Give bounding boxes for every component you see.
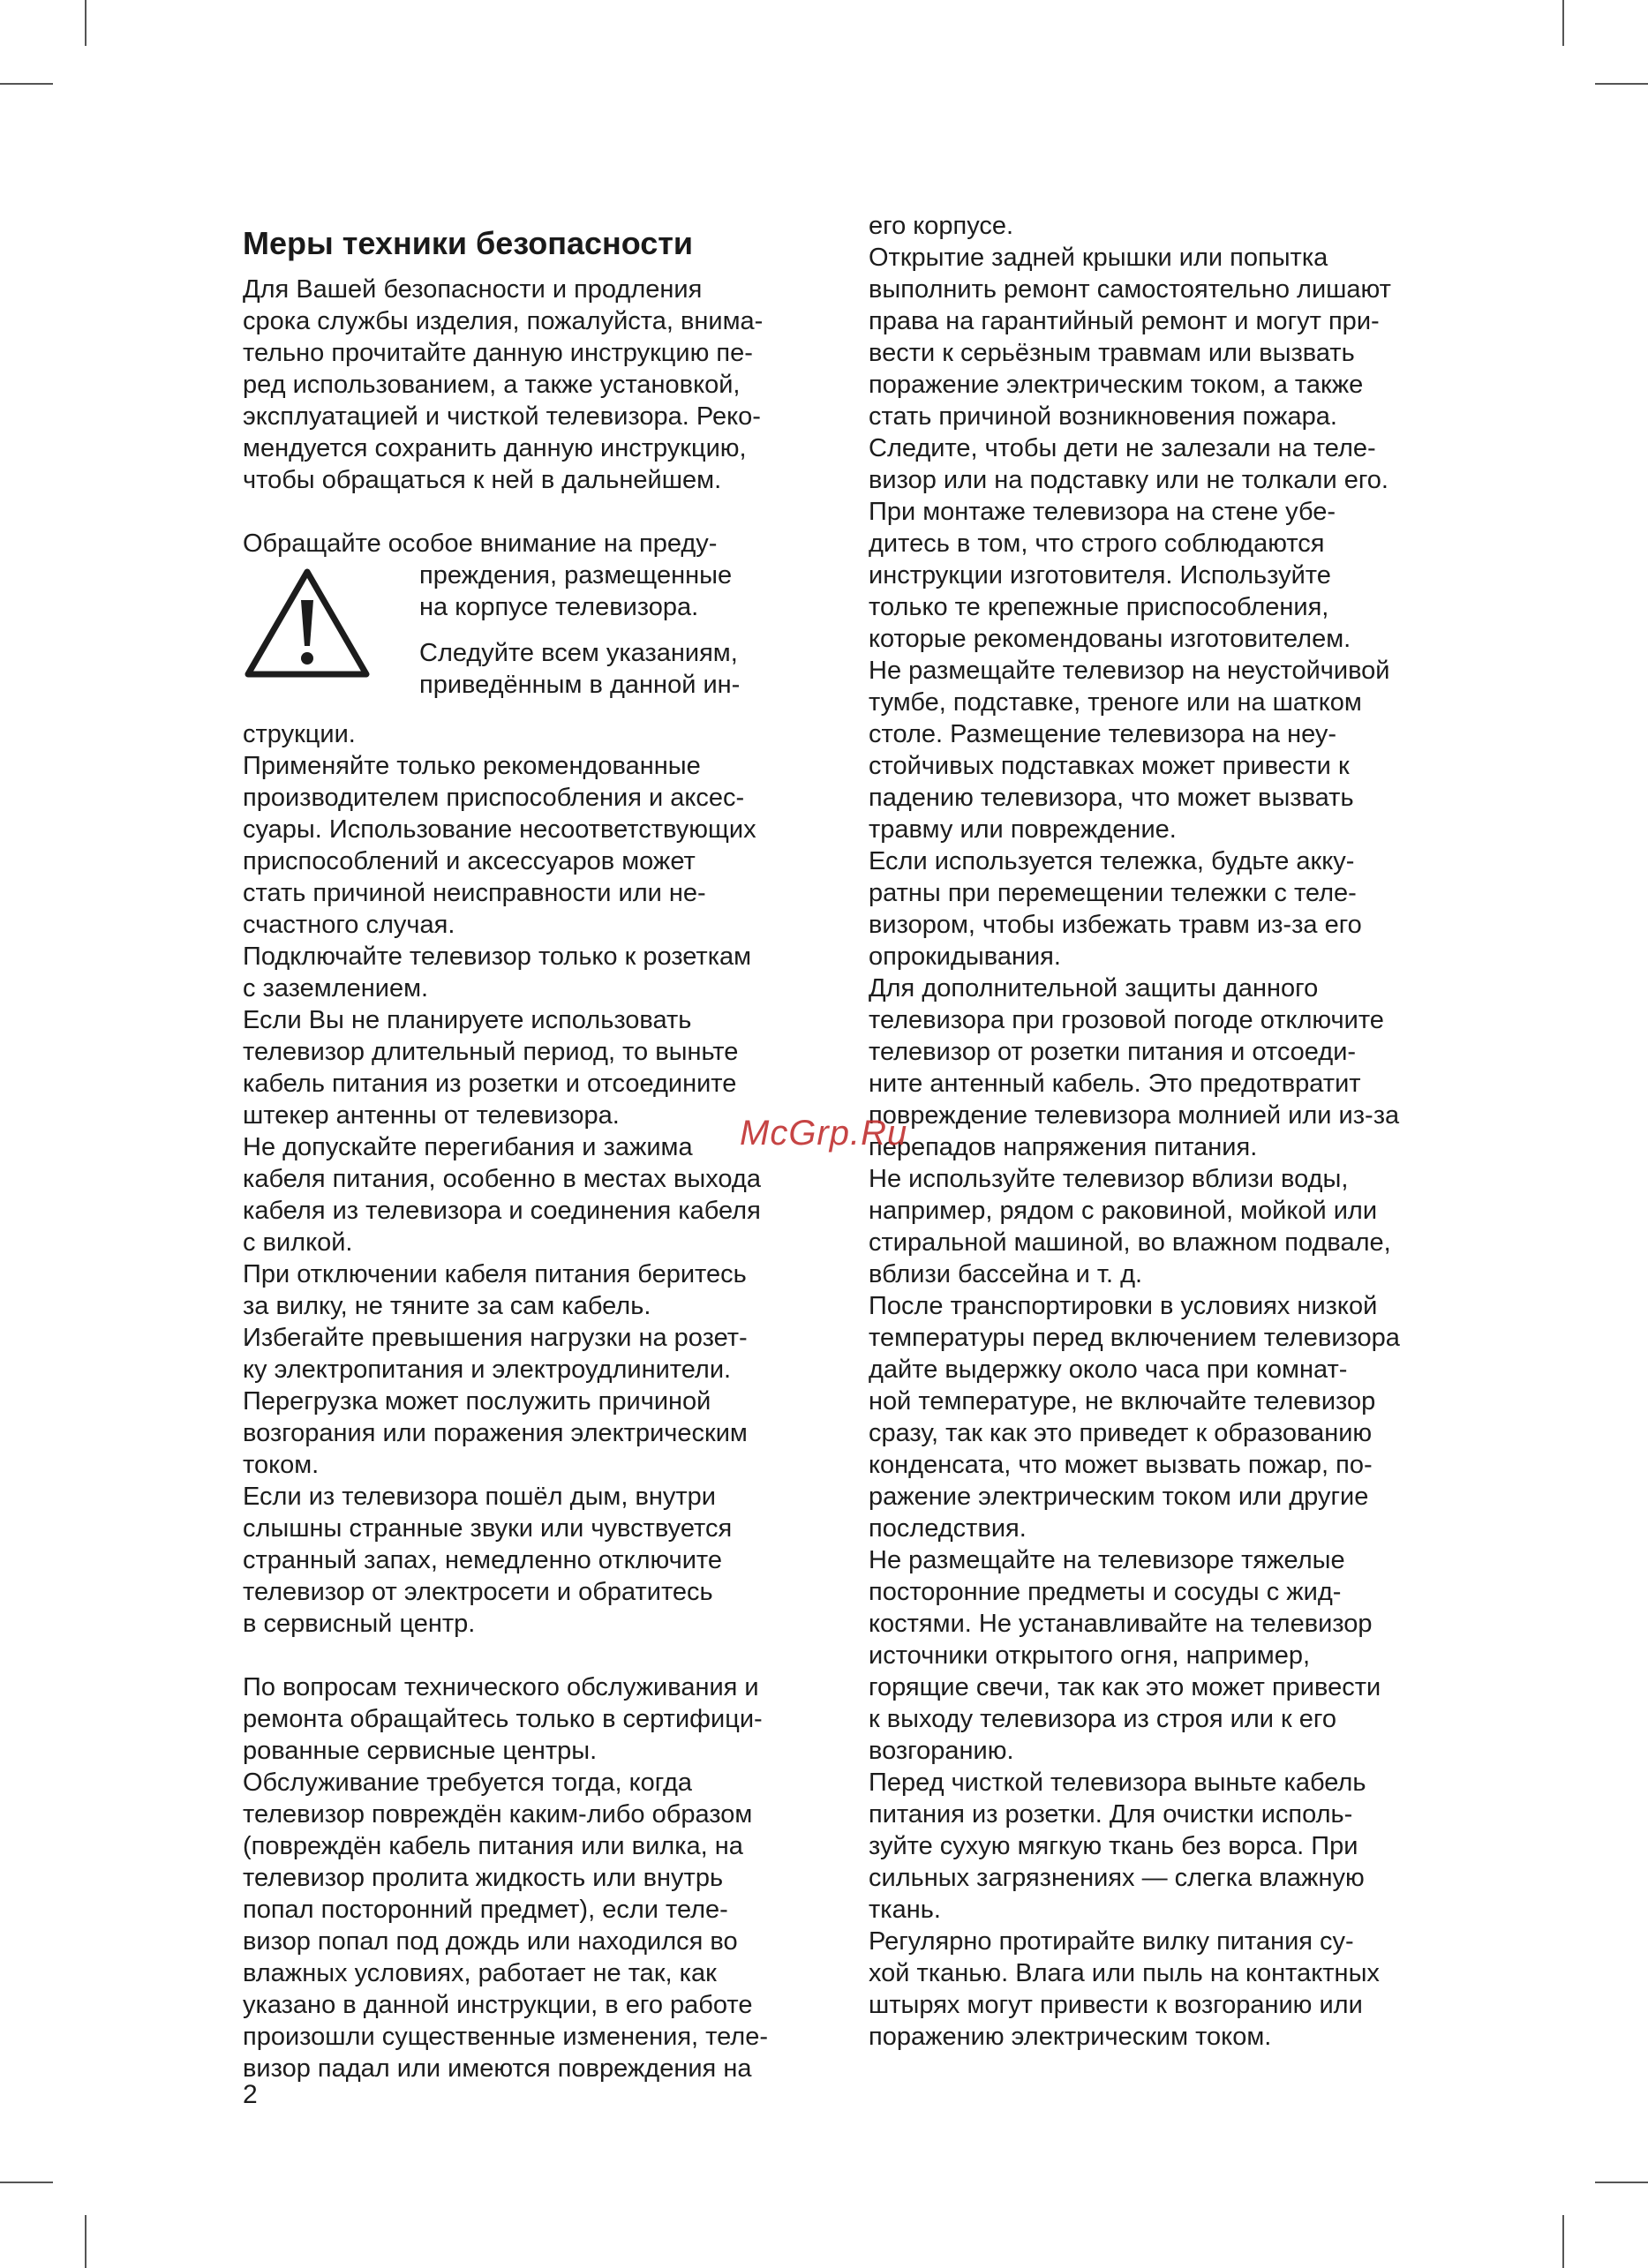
text-line: визор падал или имеются повреждения на: [243, 2054, 752, 2083]
text-line: Следите, чтобы дети не залезали на теле-: [869, 434, 1376, 462]
warning-text: [419, 559, 740, 701]
text-line: права на гарантийный ремонт и могут при-: [869, 307, 1380, 335]
text-line: преждения, размещенные: [419, 561, 733, 590]
text-line: с заземлением.: [243, 974, 429, 1003]
text-line: сильных загрязнениях — слегка влажную: [869, 1864, 1365, 1892]
text-line: падению телевизора, что может вызвать: [869, 784, 1354, 812]
text-line: Если Вы не планируете использовать: [243, 1006, 692, 1034]
warning-block: [243, 559, 852, 718]
crop-mark-top-left-v: [85, 0, 87, 46]
text-line: вблизи бассейна и т. д.: [869, 1260, 1143, 1288]
text-line: чтобы обращаться к ней в дальнейшем.: [243, 466, 722, 494]
text-line: которые рекомендованы изготовителем.: [869, 625, 1351, 653]
text-line: штырях могут привести к возгоранию или: [869, 1991, 1363, 2019]
text-line: влажных условиях, работает не так, как: [243, 1959, 717, 1987]
text-line: срока службы изделия, пожалуйста, внима-: [243, 307, 764, 335]
text-line: визор попал под дождь или находился во: [243, 1927, 738, 1956]
text-line: кабель питания из розетки и отсоедините: [243, 1070, 737, 1098]
text-line: приведённым в данной ин-: [419, 671, 741, 699]
text-line: Не размещайте на телевизоре тяжелые: [869, 1546, 1345, 1574]
text-line: тумбе, подставке, треноге или на шатком: [869, 688, 1362, 717]
text-line: стать причиной неисправности или не-: [243, 879, 706, 907]
right-column: [869, 210, 1469, 2053]
crop-mark-top-right-h: [1595, 83, 1648, 85]
text-line: При монтаже телевизора на стене убе-: [869, 498, 1336, 526]
crop-mark-bottom-left-v: [85, 2215, 87, 2268]
text-line: телевизор длительный период, то выньте: [243, 1038, 739, 1066]
text-line: к выходу телевизора из строя или к его: [869, 1705, 1337, 1733]
text-line: рованные сервисные центры.: [243, 1737, 598, 1765]
page-title: Меры техники безопасности: [243, 225, 694, 262]
text-line: в сервисный центр.: [243, 1610, 476, 1638]
text-line: например, рядом с раковиной, мойкой или: [869, 1197, 1378, 1225]
text-line: инструкции изготовителя. Используйте: [869, 561, 1331, 590]
text-line: горящие свечи, так как это может привести: [869, 1673, 1381, 1701]
text-line: Регулярно протирайте вилку питания су-: [869, 1927, 1354, 1956]
text-line: штекер антенны от телевизора.: [243, 1101, 620, 1130]
text-line: столе. Размещение телевизора на неу-: [869, 720, 1337, 748]
text-line: ратны при перемещении тележки с теле-: [869, 879, 1357, 907]
text-line: повреждение телевизора молнией или из-за: [869, 1101, 1400, 1130]
text-line: только те крепежные приспособления,: [869, 593, 1329, 621]
text-line: произошли существенные изменения, теле-: [243, 2023, 768, 2051]
text-line: его корпусе.: [869, 212, 1014, 240]
text-line: Открытие задней крышки или попытка: [869, 244, 1328, 272]
text-line: Применяйте только рекомендованные: [243, 752, 701, 780]
text-line: температуры перед включением телевизора: [869, 1324, 1400, 1352]
crop-mark-bottom-left-h: [0, 2182, 53, 2183]
text-line: возгорания или поражения электрическим: [243, 1419, 748, 1447]
text-line: визор или на подставку или не толкали его.: [869, 466, 1388, 494]
text-line: хой тканью. Влага или пыль на контактных: [869, 1959, 1380, 1987]
text-line: вести к серьёзным травмам или вызвать: [869, 339, 1355, 367]
text-line: телевизор повреждён каким-либо образом: [243, 1800, 753, 1829]
text-line: слышны странные звуки или чувствуется: [243, 1514, 733, 1543]
warning-last-line: струкции.: [243, 720, 356, 748]
text-line: на корпусе телевизора.: [419, 593, 699, 621]
text-line: (повреждён кабель питания или вилка, на: [243, 1832, 743, 1860]
text-line: конденсата, что может вызвать пожар, по-: [869, 1451, 1373, 1479]
text-line: возгоранию.: [869, 1737, 1014, 1765]
text-line: ку электропитания и электроудлинители.: [243, 1356, 732, 1384]
text-line: поражению электрическим током.: [869, 2023, 1272, 2051]
text-line: сразу, так как это приведет к образованию: [869, 1419, 1373, 1447]
text-line: телевизор от розетки питания и отсоеди-: [869, 1038, 1357, 1066]
text-line: кабеля из телевизора и соединения кабеля: [243, 1197, 761, 1225]
text-line: Не используйте телевизор вблизи воды,: [869, 1165, 1349, 1193]
text-line: ните антенный кабель. Это предотвратит: [869, 1070, 1361, 1098]
text-line: тельно прочитайте данную инструкцию пе-: [243, 339, 753, 367]
warning-triangle-icon: [243, 567, 372, 680]
text-line: производителем приспособления и аксес-: [243, 784, 745, 812]
text-line: Обслуживание требуется тогда, когда: [243, 1769, 693, 1797]
watermark: McGrp.Ru: [740, 1114, 908, 1153]
text-line: стойчивых подставках может привести к: [869, 752, 1350, 780]
text-line: счастного случая.: [243, 911, 455, 939]
text-line: визором, чтобы избежать травм из-за его: [869, 911, 1362, 939]
text-line: Для дополнительной защиты данного: [869, 974, 1319, 1003]
text-line: кабеля питания, особенно в местах выхода: [243, 1165, 761, 1193]
text-line: телевизора при грозовой погоде отключите: [869, 1006, 1384, 1034]
text-line: Избегайте превышения нагрузки на розет-: [243, 1324, 748, 1352]
text-line: телевизор пролита жидкость или внутрь: [243, 1864, 724, 1892]
text-line: за вилку, не тяните за сам кабель.: [243, 1292, 651, 1320]
text-line: питания из розетки. Для очистки исполь-: [869, 1800, 1353, 1829]
crop-mark-top-right-v: [1562, 0, 1564, 46]
text-line: ремонта обращайтесь только в сертифици-: [243, 1705, 763, 1733]
text-line: стать причиной возникновения пожара.: [869, 402, 1337, 431]
text-line: При отключении кабеля питания беритесь: [243, 1260, 747, 1288]
text-line: источники открытого огня, например,: [869, 1641, 1311, 1670]
text-line: дайте выдержку около часа при комнат-: [869, 1356, 1348, 1384]
crop-mark-top-left-h: [0, 83, 53, 85]
text-line: телевизор от электросети и обратитесь: [243, 1578, 713, 1606]
text-line: выполнить ремонт самостоятельно лишают: [869, 275, 1391, 304]
text-line: Следуйте всем указаниям,: [419, 639, 738, 667]
text-line: Если из телевизора пошёл дым, внутри: [243, 1483, 716, 1511]
text-line: Не допускайте перегибания и зажима: [243, 1133, 693, 1161]
text-line: Если используется тележка, будьте акку-: [869, 847, 1355, 875]
intro-paragraph: [243, 274, 852, 496]
text-line: После транспортировки в условиях низкой: [869, 1292, 1378, 1320]
text-line: посторонние предметы и сосуды с жид-: [869, 1578, 1342, 1606]
text-line: с вилкой.: [243, 1228, 353, 1257]
text-line: Подключайте телевизор только к розеткам: [243, 942, 752, 971]
safety-instructions-right: [869, 210, 1469, 2053]
text-line: опрокидывания.: [869, 942, 1061, 971]
text-line: Перегрузка может послужить причиной: [243, 1387, 711, 1416]
left-column: [243, 274, 852, 2084]
text-line: стиральной машиной, во влажном подвале,: [869, 1228, 1391, 1257]
text-line: странный запах, немедленно отключите: [243, 1546, 723, 1574]
text-line: Перед чисткой телевизора выньте кабель: [869, 1769, 1366, 1797]
text-line: дитесь в том, что строго соблюдаются: [869, 529, 1325, 558]
text-line: мендуется сохранить данную инструкцию,: [243, 434, 747, 462]
text-line: зуйте сухую мягкую ткань без ворса. При: [869, 1832, 1358, 1860]
crop-mark-bottom-right-h: [1595, 2182, 1648, 2183]
text-line: суары. Использование несоответствующих: [243, 815, 756, 844]
service-paragraph: [243, 1671, 852, 2084]
text-line: последствия.: [869, 1514, 1027, 1543]
text-line: перепадов напряжения питания.: [869, 1133, 1258, 1161]
text-line: костями. Не устанавливайте на телевизор: [869, 1610, 1373, 1638]
text-line: ред использованием, а также установкой,: [243, 371, 741, 399]
text-line: поражение электрическим током, а также: [869, 371, 1364, 399]
text-line: ражение электрическим током или другие: [869, 1483, 1369, 1511]
page-number: 2: [243, 2080, 258, 2109]
text-line: По вопросам технического обслуживания и: [243, 1673, 759, 1701]
text-line: Не размещайте телевизор на неустойчивой: [869, 657, 1390, 685]
text-line: попал посторонний предмет), если теле-: [243, 1896, 728, 1924]
text-line: Для Вашей безопасности и продления: [243, 275, 703, 304]
text-line: указано в данной инструкции, в его работе: [243, 1991, 753, 2019]
text-line: травму или повреждение.: [869, 815, 1177, 844]
text-line: эксплуатацией и чисткой телевизора. Реко-: [243, 402, 761, 431]
crop-mark-bottom-right-v: [1562, 2215, 1564, 2268]
safety-instructions-left: [243, 750, 852, 1640]
text-line: приспособлений и аксессуаров может: [243, 847, 696, 875]
text-line: ной температуре, не включайте телевизор: [869, 1387, 1376, 1416]
text-line: ткань.: [869, 1896, 941, 1924]
text-line: током.: [243, 1451, 320, 1479]
warning-first-line: Обращайте особое внимание на преду-: [243, 529, 718, 558]
